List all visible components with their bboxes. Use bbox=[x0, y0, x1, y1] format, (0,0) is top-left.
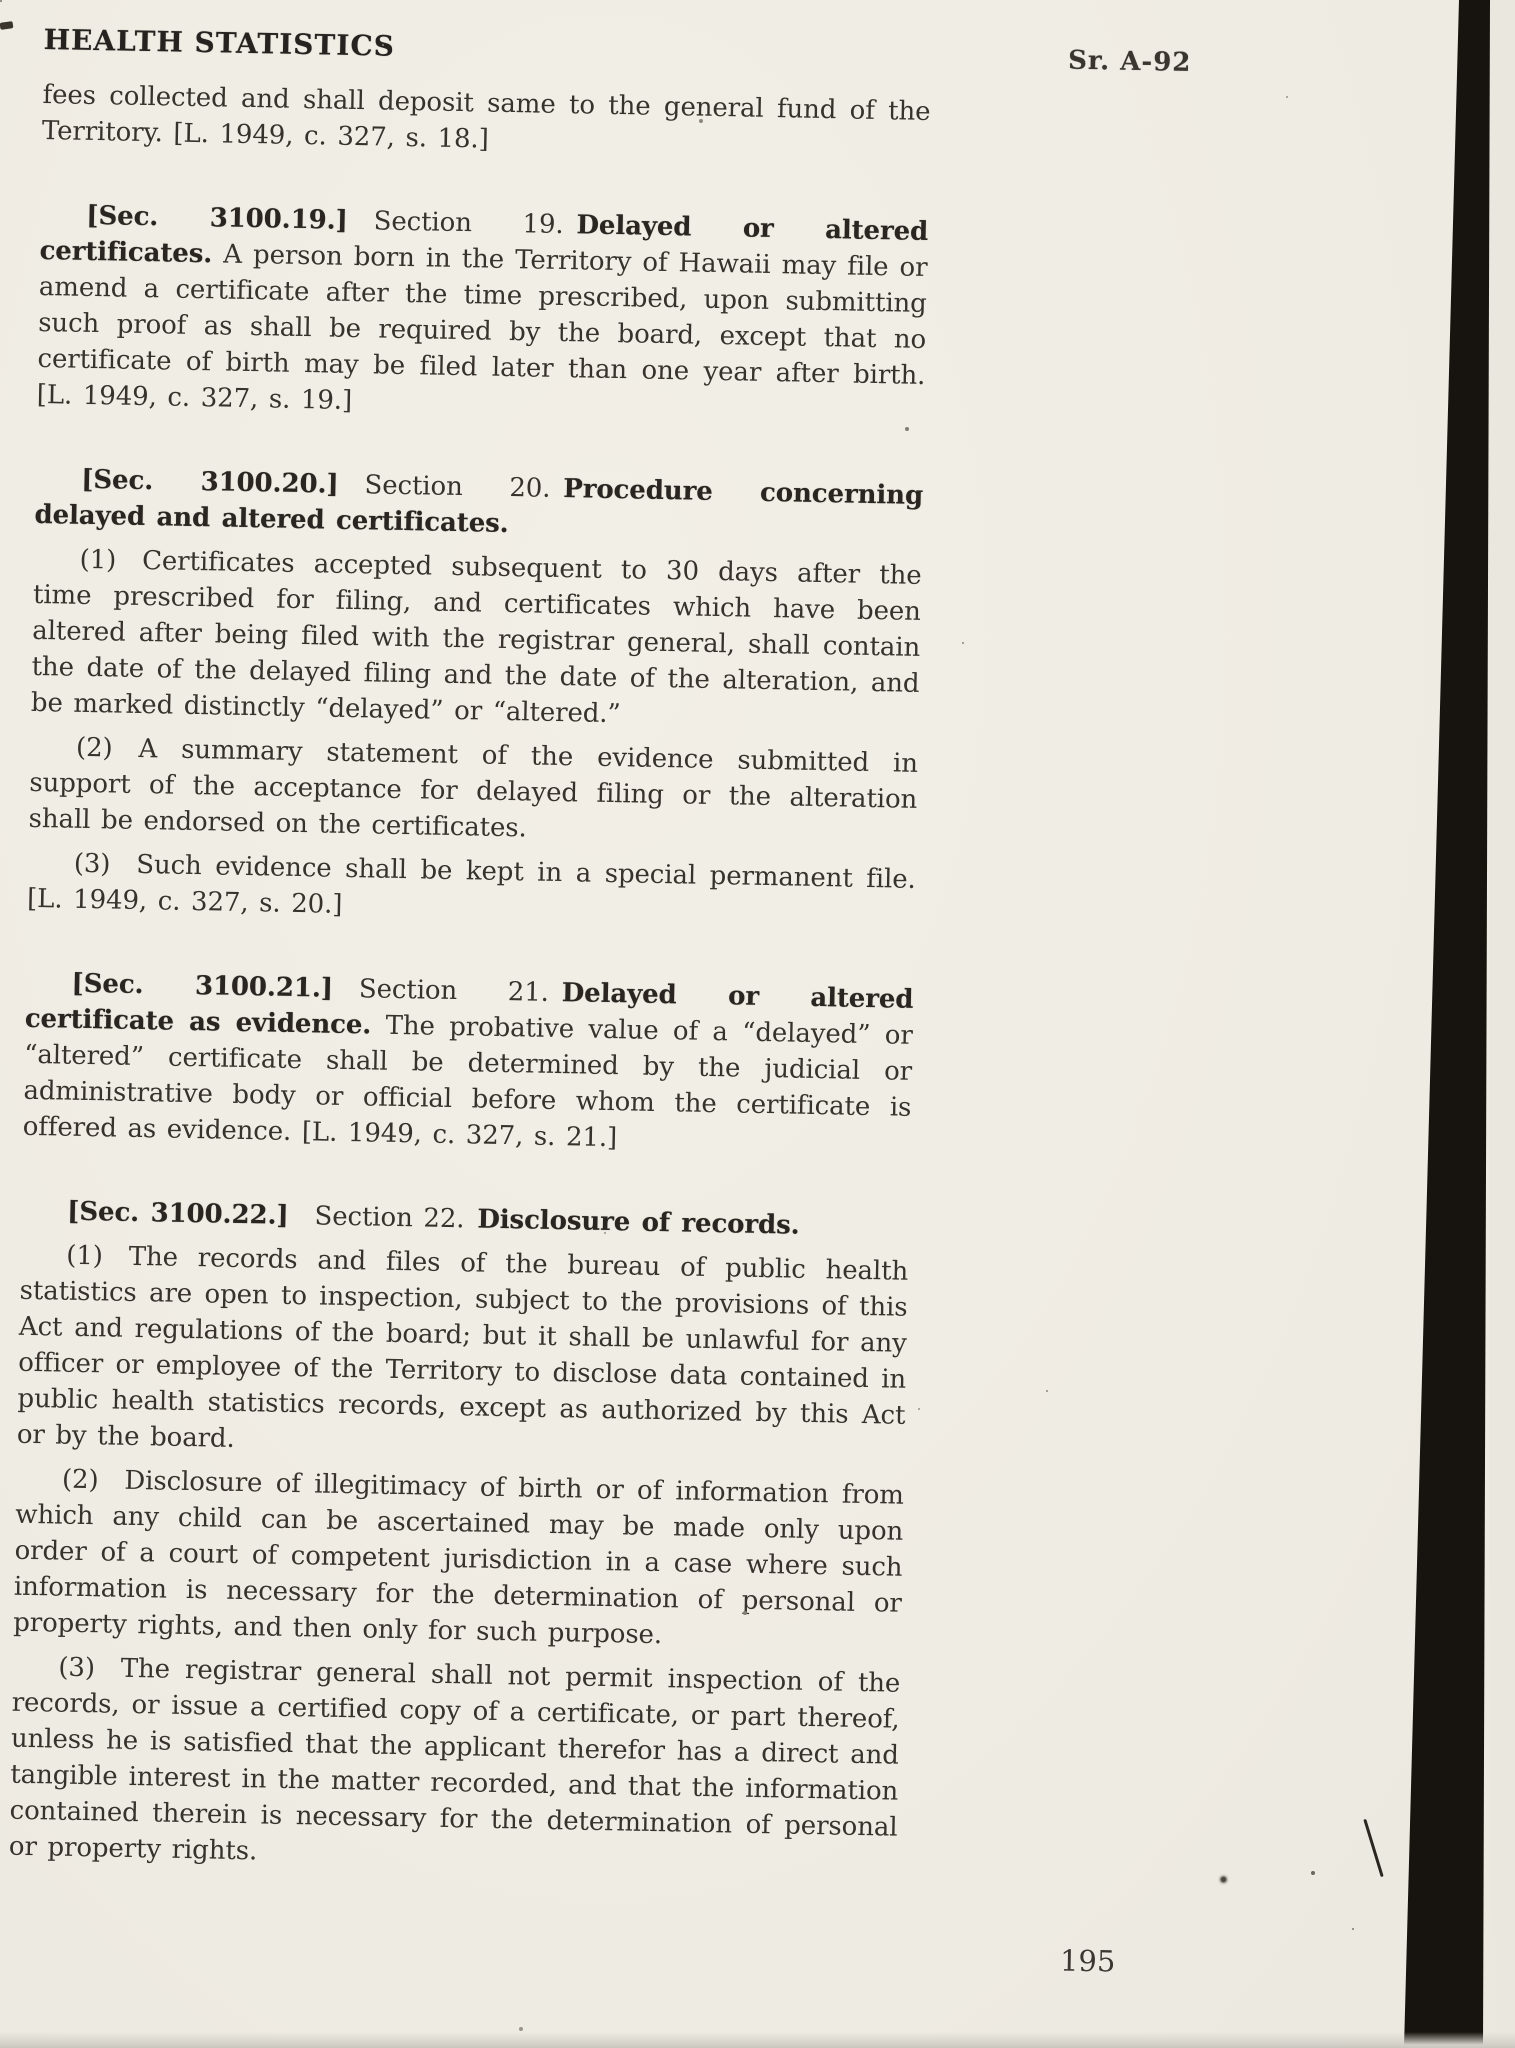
bold-run: Procedure concerning delayed and altered certificates. bbox=[34, 474, 924, 540]
page-right-margin bbox=[1489, 0, 1515, 2048]
paragraph bbox=[9, 1649, 901, 1882]
paragraph bbox=[22, 965, 913, 1162]
text-run: Section 22. bbox=[288, 1200, 478, 1235]
paragraph bbox=[27, 845, 916, 934]
paragraph bbox=[17, 1237, 909, 1470]
bold-run: [Sec. 3100.19.] bbox=[85, 200, 349, 236]
paragraph bbox=[36, 197, 928, 430]
scan-artifact-mark bbox=[0, 21, 13, 30]
bold-run: [Sec. 3100.22.] bbox=[66, 1196, 289, 1231]
page-title: HEALTH STATISTICS bbox=[43, 22, 396, 63]
text-run: The probative value of a “delayed” or “altered” certificate shall be determined by the judicial or administrative body or official before whom the certificate is offered as evidence. [L. 1949, c. 327, s. 21.] bbox=[22, 1010, 913, 1154]
ink-blot-mark bbox=[1218, 1874, 1229, 1885]
paragraph bbox=[28, 729, 918, 854]
bold-run: Delayed or altered certificate as evidence. bbox=[24, 978, 914, 1041]
bold-run: [Sec. 3100.20.] bbox=[80, 464, 339, 500]
series-code: Sr. A-92 bbox=[1067, 45, 1192, 79]
text-run: (1) Certificates accepted subsequent to 30 days after the time prescribed for filing, and certificates which have been altered after being filed with the registrar general, shall contain the date of the delayed filing and the date of the alteration, and be marked distinctly “delayed” or “altered.” bbox=[30, 544, 922, 730]
paragraph bbox=[13, 1461, 904, 1658]
text-run: (3) Such evidence shall be kept in a special permanent file. [L. 1949, c. 327, s. 20.] bbox=[26, 848, 916, 920]
text-run: (3) The registrar general shall not permit inspection of the records, or issue a certified copy of a certificate, or part thereof, unless he is satisfied that the applicant therefor has a direct and tangible interest in the matter recorded, and that the information contained therein is necessary for the determination of personal or property rights. bbox=[8, 1652, 901, 1867]
paragraph bbox=[31, 541, 922, 738]
pen-stroke-mark bbox=[1363, 1819, 1383, 1877]
paragraph bbox=[42, 77, 931, 166]
bottom-edge-shadow bbox=[0, 2032, 1515, 2048]
text-run: Section 20. bbox=[338, 469, 564, 505]
bold-run: [Sec. 3100.21.] bbox=[71, 968, 334, 1004]
text-run: fees collected and shall deposit same to the general fund of the Territory. [L. 1949, c. 327, s. 18.] bbox=[41, 79, 931, 155]
page-number: 195 bbox=[1059, 1943, 1116, 1979]
bold-run: Disclosure of records. bbox=[477, 1204, 800, 1241]
scan-noise-specks bbox=[0, 0, 2, 2]
print-block bbox=[9, 22, 1192, 1887]
page-header bbox=[43, 22, 1191, 81]
text-run: (1) The records and files of the bureau of public health statistics are open to inspection, subject to the provisions of this Act and regulations of the board; but it shall be unlawful for any officer or employee of the Territory to disclose data contained in public health statistics records, except as authorized by this Act or by the board. bbox=[16, 1240, 909, 1454]
paragraph bbox=[21, 1193, 910, 1246]
bold-run: Delayed or altered certificates. bbox=[39, 210, 929, 270]
text-run: Section 21. bbox=[332, 973, 563, 1009]
text-run: Section 19. bbox=[347, 205, 577, 241]
text-run: (2) Disclosure of illegitimacy of birth or of information from which any child can be ascertained may be made only upon order of a court of competent jurisdiction in a case where such information is necessary for the determination of personal or property rights, and then only for such purpose. bbox=[12, 1464, 905, 1651]
text-run: (2) A summary statement of the evidence submitted in support of the acceptance for delayed filing or the alteration shall be endorsed on the certificates. bbox=[28, 732, 919, 844]
paragraph bbox=[34, 461, 923, 550]
text-column bbox=[9, 77, 931, 1882]
text-run: A person born in the Territory of Hawaii may file or amend a certificate after the time prescribed, upon submitting such proof as shall be required by the board, except that no certificate of birth may be filed later than one year after birth. [L. 1949, c. 327, s. 19.] bbox=[36, 239, 928, 416]
